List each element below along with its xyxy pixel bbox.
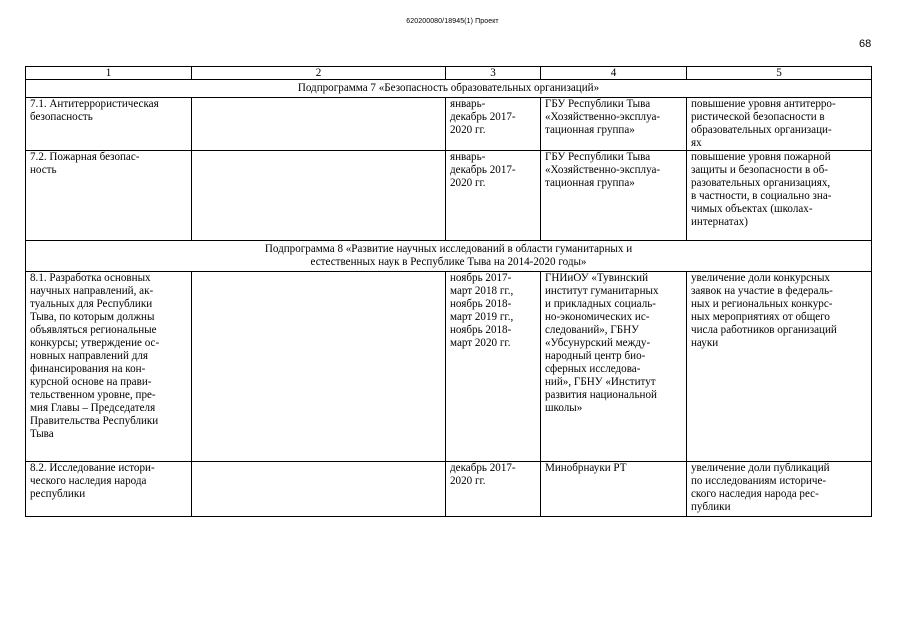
cell-line: ристической безопасности в [691,111,825,123]
cell-line: ГБУ Республики Тыва [545,151,651,163]
cell-line: безопасность [30,111,93,123]
cell-line: ноябрь 2018- [450,324,512,336]
cell-line: март 2018 гг., [450,285,514,297]
column-number: 1 [26,67,192,80]
cell-line: декабрь 2017- [450,111,516,123]
executor-cell [541,272,687,462]
cell-line: ского наследия народа рес- [691,488,819,500]
period-cell [446,98,541,151]
cell-line: ческого наследия народа [30,475,147,487]
column-number: 5 [687,67,872,80]
cell-line: декабрь 2017- [450,462,516,474]
cell-line: 2020 гг. [450,124,486,136]
measures-table [25,66,872,517]
cell-line: чимых объектах (школах- [691,203,813,215]
empty-cell [192,462,446,517]
cell-line: и прикладных социаль- [545,298,656,310]
cell-line: мия Главы – Председателя [30,402,156,414]
cell-line: числа работников организаций [691,324,837,336]
cell-line: Тыва, по которым должны [30,311,155,323]
empty-cell [192,151,446,241]
result-cell [687,151,872,241]
period-cell [446,462,541,517]
subprogram-title [26,241,872,272]
cell-line: институт гуманитарных [545,285,659,297]
subprogram-title [26,80,872,98]
cell-line: разовательных организациях, [691,177,831,189]
cell-line: интернатах) [691,216,748,228]
subprogram-title-line: Подпрограмма 8 «Развитие научных исследований в области гуманитарных и [264,243,633,255]
cell-line: январь- [450,151,486,163]
page-number: 68 [859,38,872,50]
empty-cell [192,98,446,151]
cell-line: туальных для Республики [30,298,153,310]
cell-line: школы» [545,402,583,414]
cell-line: тельственном уровне, пре- [30,389,156,401]
cell-line: народный центр био- [545,350,646,362]
cell-line: конкурсы; утверждение ос- [30,337,160,349]
cell-line: ГНИиОУ «Тувинский [545,272,649,284]
result-cell [687,98,872,151]
cell-line: 2020 гг. [450,475,486,487]
cell-line: республики [30,488,86,500]
cell-line: декабрь 2017- [450,164,516,176]
cell-line: март 2019 гг., [450,311,514,323]
cell-line: ГБУ Республики Тыва [545,98,651,110]
cell-line: курсной основе на прави- [30,376,152,388]
column-number: 2 [192,67,446,80]
cell-line: ноябрь 2018- [450,298,512,310]
cell-line: тационная группа» [545,177,635,189]
cell-line: 7.2. Пожарная безопас- [30,151,140,163]
empty-cell [192,272,446,462]
subprogram-row [26,80,872,98]
cell-line: тационная группа» [545,124,635,136]
cell-line: объявляться региональные [30,324,157,336]
period-cell [446,272,541,462]
cell-line: ний», ГБНУ «Институт [545,376,656,388]
column-number: 3 [446,67,541,80]
cell-line: увеличение доли конкурсных [691,272,830,284]
cell-line: ноябрь 2017- [450,272,512,284]
cell-line: по исследованиям историче- [691,475,827,487]
cell-line: увеличение доли публикаций [691,462,830,474]
executor-cell [541,462,687,517]
subprogram-title-line: естественных наук в Республике Тыва на 2014-2020 годы» [310,256,587,268]
subprogram-row [26,241,872,272]
cell-line: ных и региональных конкурс- [691,298,833,310]
table-body [26,67,872,517]
cell-line: научных направлений, ак- [30,285,154,297]
cell-line: следований», ГБНУ [545,324,639,336]
cell-line: Правительства Республики [30,415,159,427]
cell-line: публики [691,501,731,513]
table-row [26,272,872,462]
cell-line: защиты и безопасности в об- [691,164,828,176]
cell-line: март 2020 гг. [450,337,511,349]
period-cell [446,151,541,241]
cell-line: повышение уровня пожарной [691,151,831,163]
document-id: 620200080/18945(1) Проект [406,18,499,25]
measure-name-cell [26,151,192,241]
cell-line: 7.1. Антитеррористическая [30,98,159,110]
table-row [26,98,872,151]
cell-line: науки [691,337,719,349]
executor-cell [541,151,687,241]
cell-line: в частности, в социально зна- [691,190,832,202]
cell-line: Минобрнауки РТ [545,462,627,474]
cell-line: 2020 гг. [450,177,486,189]
table-row [26,462,872,517]
cell-line: заявок на участие в федераль- [691,285,833,297]
subprogram-title-line: Подпрограмма 7 «Безопасность образовательных организаций» [297,82,600,94]
cell-line: «Убсунурский между- [545,337,651,349]
cell-line: сферных исследова- [545,363,641,375]
cell-line: ях [691,137,702,149]
table-row [26,151,872,241]
column-number: 4 [541,67,687,80]
cell-line: «Хозяйственно-эксплуа- [545,164,661,176]
measure-name-cell [26,462,192,517]
cell-line: финансирования на кон- [30,363,146,375]
measure-name-cell [26,98,192,151]
cell-line: развития национальной [545,389,657,401]
executor-cell [541,98,687,151]
cell-line: но-экономических ис- [545,311,650,323]
cell-line: 8.1. Разработка основных [30,272,151,284]
result-cell [687,272,872,462]
cell-line: ных мероприятиях от общего [691,311,830,323]
cell-line: образовательных организаци- [691,124,832,136]
cell-line: новных направлений для [30,350,148,362]
cell-line: январь- [450,98,486,110]
cell-line: ность [30,164,57,176]
result-cell [687,462,872,517]
cell-line: «Хозяйственно-эксплуа- [545,111,661,123]
column-number-row [26,67,872,80]
cell-line: 8.2. Исследование истори- [30,462,155,474]
cell-line: повышение уровня антитерро- [691,98,836,110]
measure-name-cell [26,272,192,462]
cell-line: Тыва [30,428,54,440]
